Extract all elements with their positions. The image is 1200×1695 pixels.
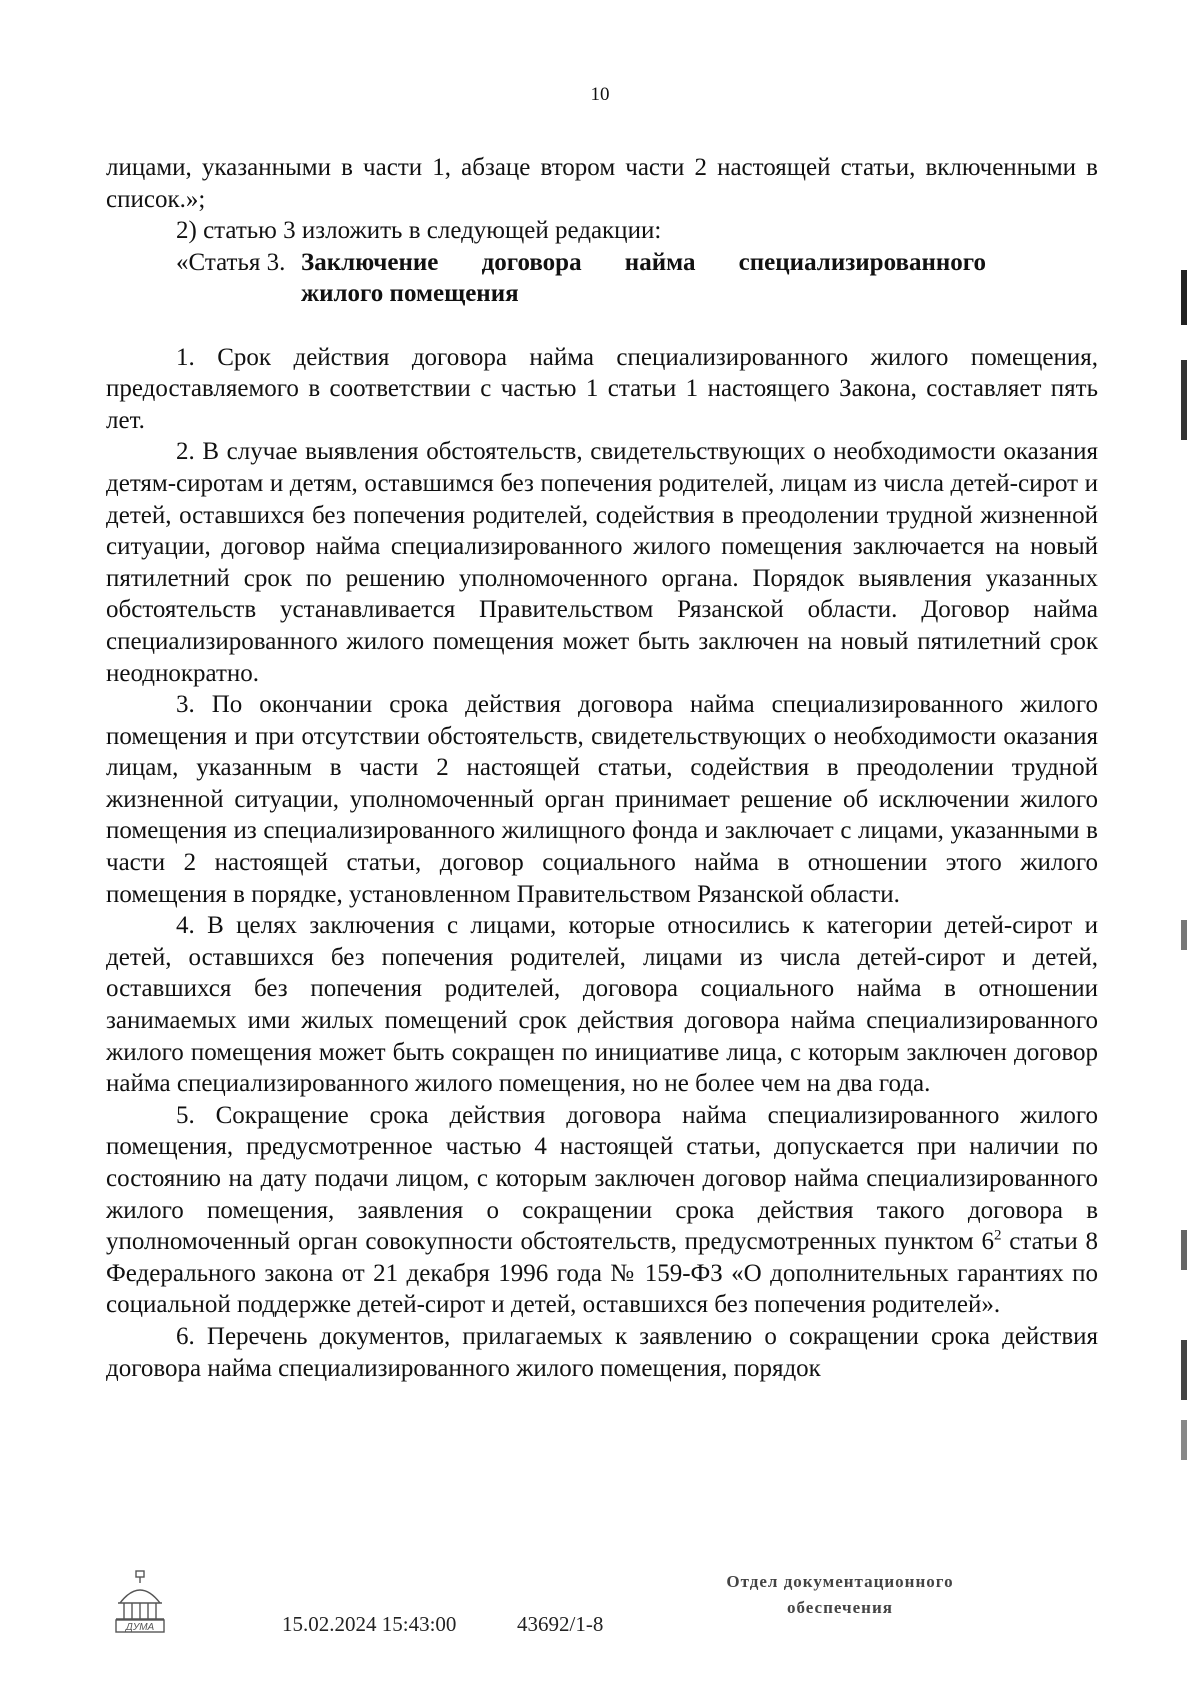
duma-logo bbox=[110, 1569, 170, 1635]
point-5 bbox=[106, 1100, 1098, 1321]
paragraph-continuation: лицами, указанными в части 1, абзаце втором части 2 настоящей статьи, включенными в список.»; bbox=[106, 154, 1098, 213]
page-number: 10 bbox=[590, 84, 610, 105]
article-title-line-1: Заключение договора найма специализированного bbox=[301, 248, 986, 276]
point-1: 1. Срок действия договора найма специализированного жилого помещения, предоставляемого в соответствии с частью 1 статьи 1 настоящего Закона, составляет пять лет. bbox=[106, 343, 1098, 434]
article-title bbox=[301, 247, 1098, 310]
department-line-2: обеспечения bbox=[787, 1598, 893, 1617]
point-4: 4. В целях заключения с лицами, которые относились к категории детей-сирот и детей, оставшихся без попечения родителей, лицами из числа детей-сирот и детей, оставшихся без попечения родителей, договора социального найма в отношении занимаемых ими жилых помещений срок действия договора найма специализированного жилого помещения может быть сокращен по инициативе лица, с которым заключен договор найма специализированного жилого помещения, но не более чем на два года. bbox=[106, 912, 1098, 1098]
point-5-superscript: 2 bbox=[994, 1227, 1002, 1244]
scan-edge-marks bbox=[1181, 40, 1187, 1600]
point-2: 2. В случае выявления обстоятельств, свидетельствующих о необходимости оказания детям-сиротам и детям, оставшимся без попечения родителей, лицам из числа детей-сирот и детей, оставшихся без попечения родителей, содействия в преодолении трудной жизненной ситуации, договор найма специализированного жилого помещения заключается на новый пятилетний срок по решению уполномоченного органа. Порядок выявления указанных обстоятельств устанавливается Правительством Рязанской области. Договор найма специализированного жилого помещения может быть заключен на новый пятилетний срок неоднократно. bbox=[106, 438, 1098, 687]
spacer bbox=[106, 310, 1098, 342]
department-line-1: Отдел документационного bbox=[726, 1572, 954, 1591]
point-5-text-end: статьи 8 Федерального закона от 21 декабря 1996 года № 159-ФЗ «О дополнительных гарантиях по социальной поддержке детей-сирот и детей, оставшихся без попечения родителей». bbox=[106, 1228, 1099, 1319]
footer-document-number: 43692/1-8 bbox=[517, 1612, 604, 1636]
article-title-line-2: жилого помещения bbox=[301, 280, 519, 308]
page-footer bbox=[0, 1555, 1200, 1695]
footer-date: 15.02.2024 15:43:00 bbox=[282, 1612, 457, 1636]
department-stamp bbox=[690, 1569, 990, 1621]
article-heading bbox=[106, 247, 1098, 310]
point-5-text: 5. Сокращение срока действия договора найма специализированного жилого помещения, предусмотренное частью 4 настоящей статьи, допускается при наличии по состоянию на дату подачи лицом, с которым заключен договор найма специализированного жилого помещения, заявления о сокращении срока действия такого договора в уполномоченный орган совокупности обстоятельств, предусмотренных пунктом 6 bbox=[106, 1101, 1098, 1256]
logo-text: ДУМА bbox=[125, 1622, 155, 1633]
point-6: 6. Перечень документов, прилагаемых к заявлению о сокращении срока действия договора найма специализированного жилого помещения, порядок bbox=[106, 1322, 1098, 1382]
paragraph-amendment: 2) статью 3 изложить в следующей редакции: bbox=[176, 217, 662, 245]
point-3: 3. По окончании срока действия договора найма специализированного жилого помещения и при отсутствии обстоятельств, свидетельствующих о необходимости оказания лицам, указанным в части 2 настоящей статьи, содействия в преодолении трудной жизненной ситуации, уполномоченный орган принимает решение об исключении жилого помещения из специализированного жилищного фонда и заключает с лицами, указанными в части 2 настоящей статьи, договор социального найма в отношении этого жилого помещения в порядке, установленном Правительством Рязанской области. bbox=[106, 691, 1098, 908]
article-prefix: «Статья 3. bbox=[176, 248, 286, 276]
document-body bbox=[106, 152, 1098, 1384]
